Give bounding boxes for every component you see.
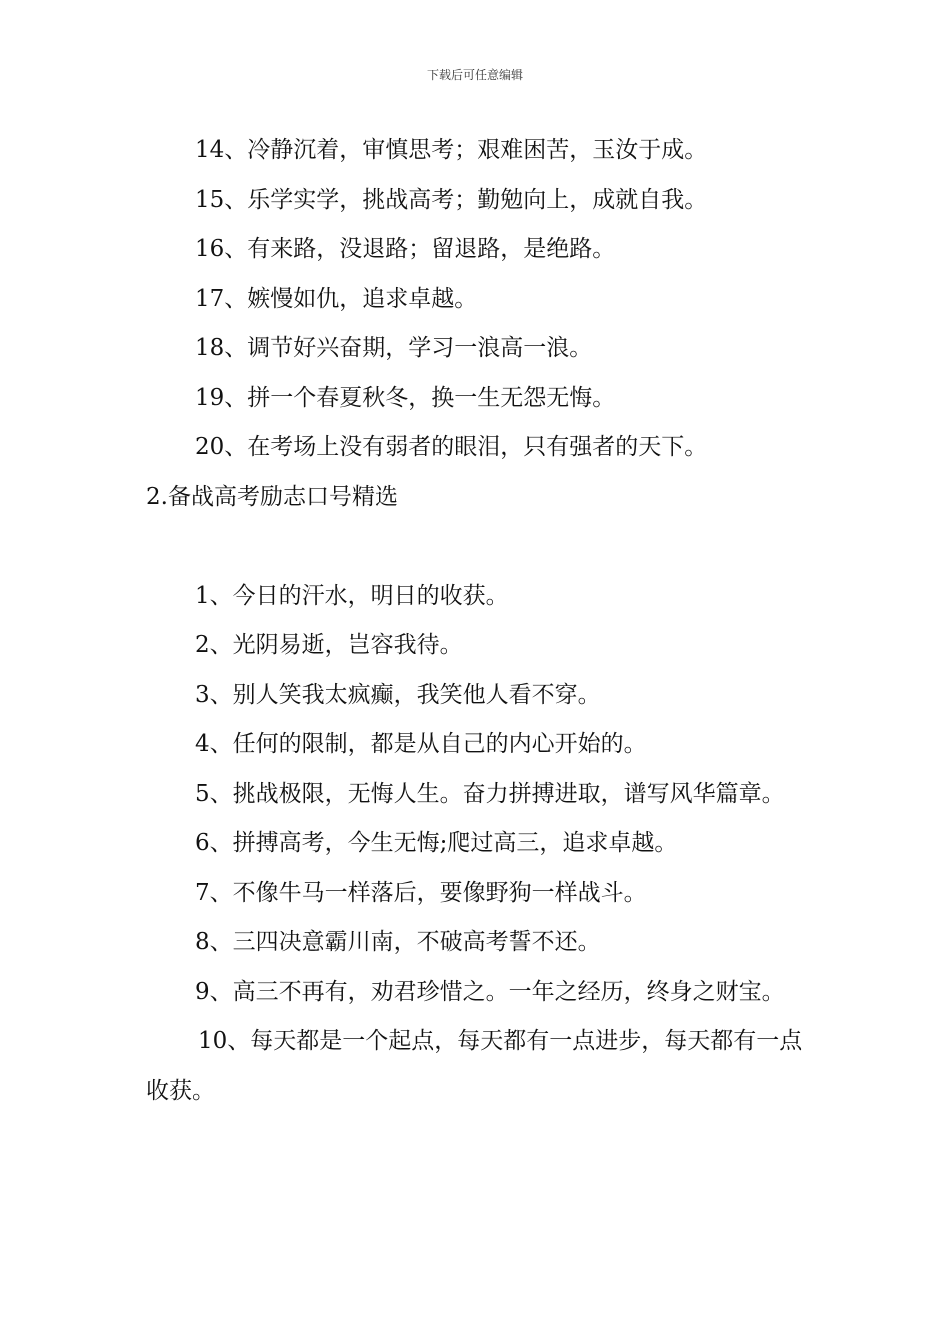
list-item: 16、有来路，没退路；留退路，是绝路。: [195, 236, 616, 262]
list-item: 15、乐学实学，挑战高考；勤勉向上，成就自我。: [195, 186, 708, 213]
list-item: 7、不像牛马一样落后，要像野狗一样战斗。: [195, 879, 647, 906]
list-item: 18、调节好兴奋期，学习一浪高一浪。: [195, 335, 593, 361]
list-item: 10、每天都是一个起点，每天都有一点进步，每天都有一点收获。: [146, 1028, 803, 1104]
list-item: 3、别人笑我太疯癫，我笑他人看不穿。: [195, 681, 601, 708]
blank-line: [146, 522, 810, 572]
list-item: 17、嫉慢如仇，追求卓越。: [195, 285, 478, 312]
section-heading: 2.备战高考励志口号精选: [146, 483, 398, 510]
list-item: 8、三四决意霸川南，不破高考誓不还。: [195, 929, 601, 955]
list-item: 19、拼一个春夏秋冬，换一生无怨无悔。: [195, 384, 616, 411]
list-item: 14、冷静沉着，审慎思考；艰难困苦，玉汝于成。: [195, 137, 708, 163]
list-item: 6、拼搏高考，今生无悔;爬过高三，追求卓越。: [195, 830, 678, 856]
list-item: 2、光阴易逝，岂容我待。: [195, 632, 463, 658]
list-item: 1、今日的汗水，明日的收获。: [195, 582, 509, 609]
list-item: 20、在考场上没有弱者的眼泪，只有强者的天下。: [195, 434, 708, 460]
list-item: 9、高三不再有，劝君珍惜之。一年之经历，终身之财宝。: [195, 978, 785, 1005]
list-item: 4、任何的限制，都是从自己的内心开始的。: [195, 731, 647, 757]
list-item: 5、挑战极限，无悔人生。奋力拼搏进取，谱写风华篇章。: [195, 780, 785, 807]
document-body: [146, 126, 810, 1116]
page-header: 下载后可任意编辑: [426, 68, 523, 82]
